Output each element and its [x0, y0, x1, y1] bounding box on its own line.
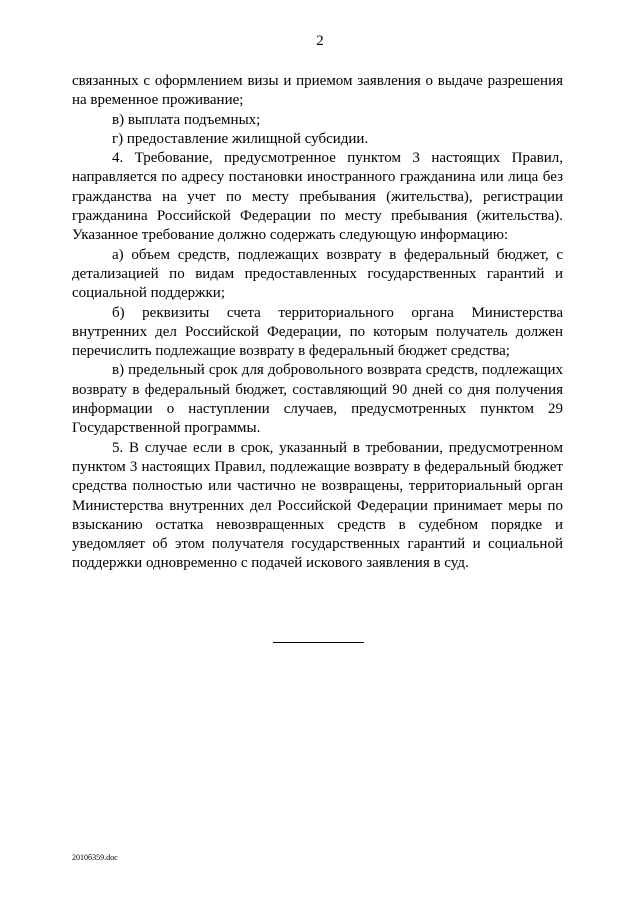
paragraph-item-g-housing-subsidy: г) предоставление жилищной субсидии.: [112, 130, 369, 147]
end-of-text-rule: [273, 642, 364, 643]
paragraph-item-v-deadline: в) предельный срок для добровольного возврата средств, подлежащих возврату в федеральный бюджет, составляющий 90 дней со дня получения информации о наступлении случаев, предусмотренных пунктом 29 Государственной программы.: [72, 362, 563, 437]
paragraph-item-a-amount: а) объем средств, подлежащих возврату в федеральный бюджет, с детализацией по видам предоставленных государственных гарантий и социальной поддержки;: [72, 246, 563, 302]
paragraph-item-v-relocation-allowance: в) выплата подъемных;: [112, 111, 261, 128]
paragraph-item-b-account-details: б) реквизиты счета территориального органа Министерства внутренних дел Российской Федерации, по которым получатель должен перечислить подлежащие возврату в федеральный бюджет средства;: [72, 304, 563, 360]
paragraph-clause-5: 5. В случае если в срок, указанный в требовании, предусмотренном пунктом 3 настоящих Правил, подлежащие возврату в федеральный бюджет средства полностью или частично не возвращены, территориальный орган Министерства внутренних дел Российской Федерации принимает меры по взысканию остатка невозвращенных средств в судебном порядке и уведомляет об этом получателя государственных гарантий и социальной поддержки одновременно с подачей искового заявления в суд.: [72, 439, 563, 572]
paragraph-visa-continuation: связанных с оформлением визы и приемом заявления о выдаче разрешения на временное проживание;: [72, 73, 563, 109]
footer-filename: 2010б359.doc: [72, 853, 118, 862]
paragraph-clause-4: 4. Требование, предусмотренное пунктом 3 настоящих Правил, направляется по адресу постановки иностранного гражданина или лица без гражданства на учет по месту пребывания (жительства), регистрации гражданина Российской Федерации по месту пребывания (жительства). Указанное требование должно содержать следующую информацию:: [72, 150, 563, 244]
document-body: [72, 72, 563, 574]
page-number: 2: [316, 33, 324, 49]
